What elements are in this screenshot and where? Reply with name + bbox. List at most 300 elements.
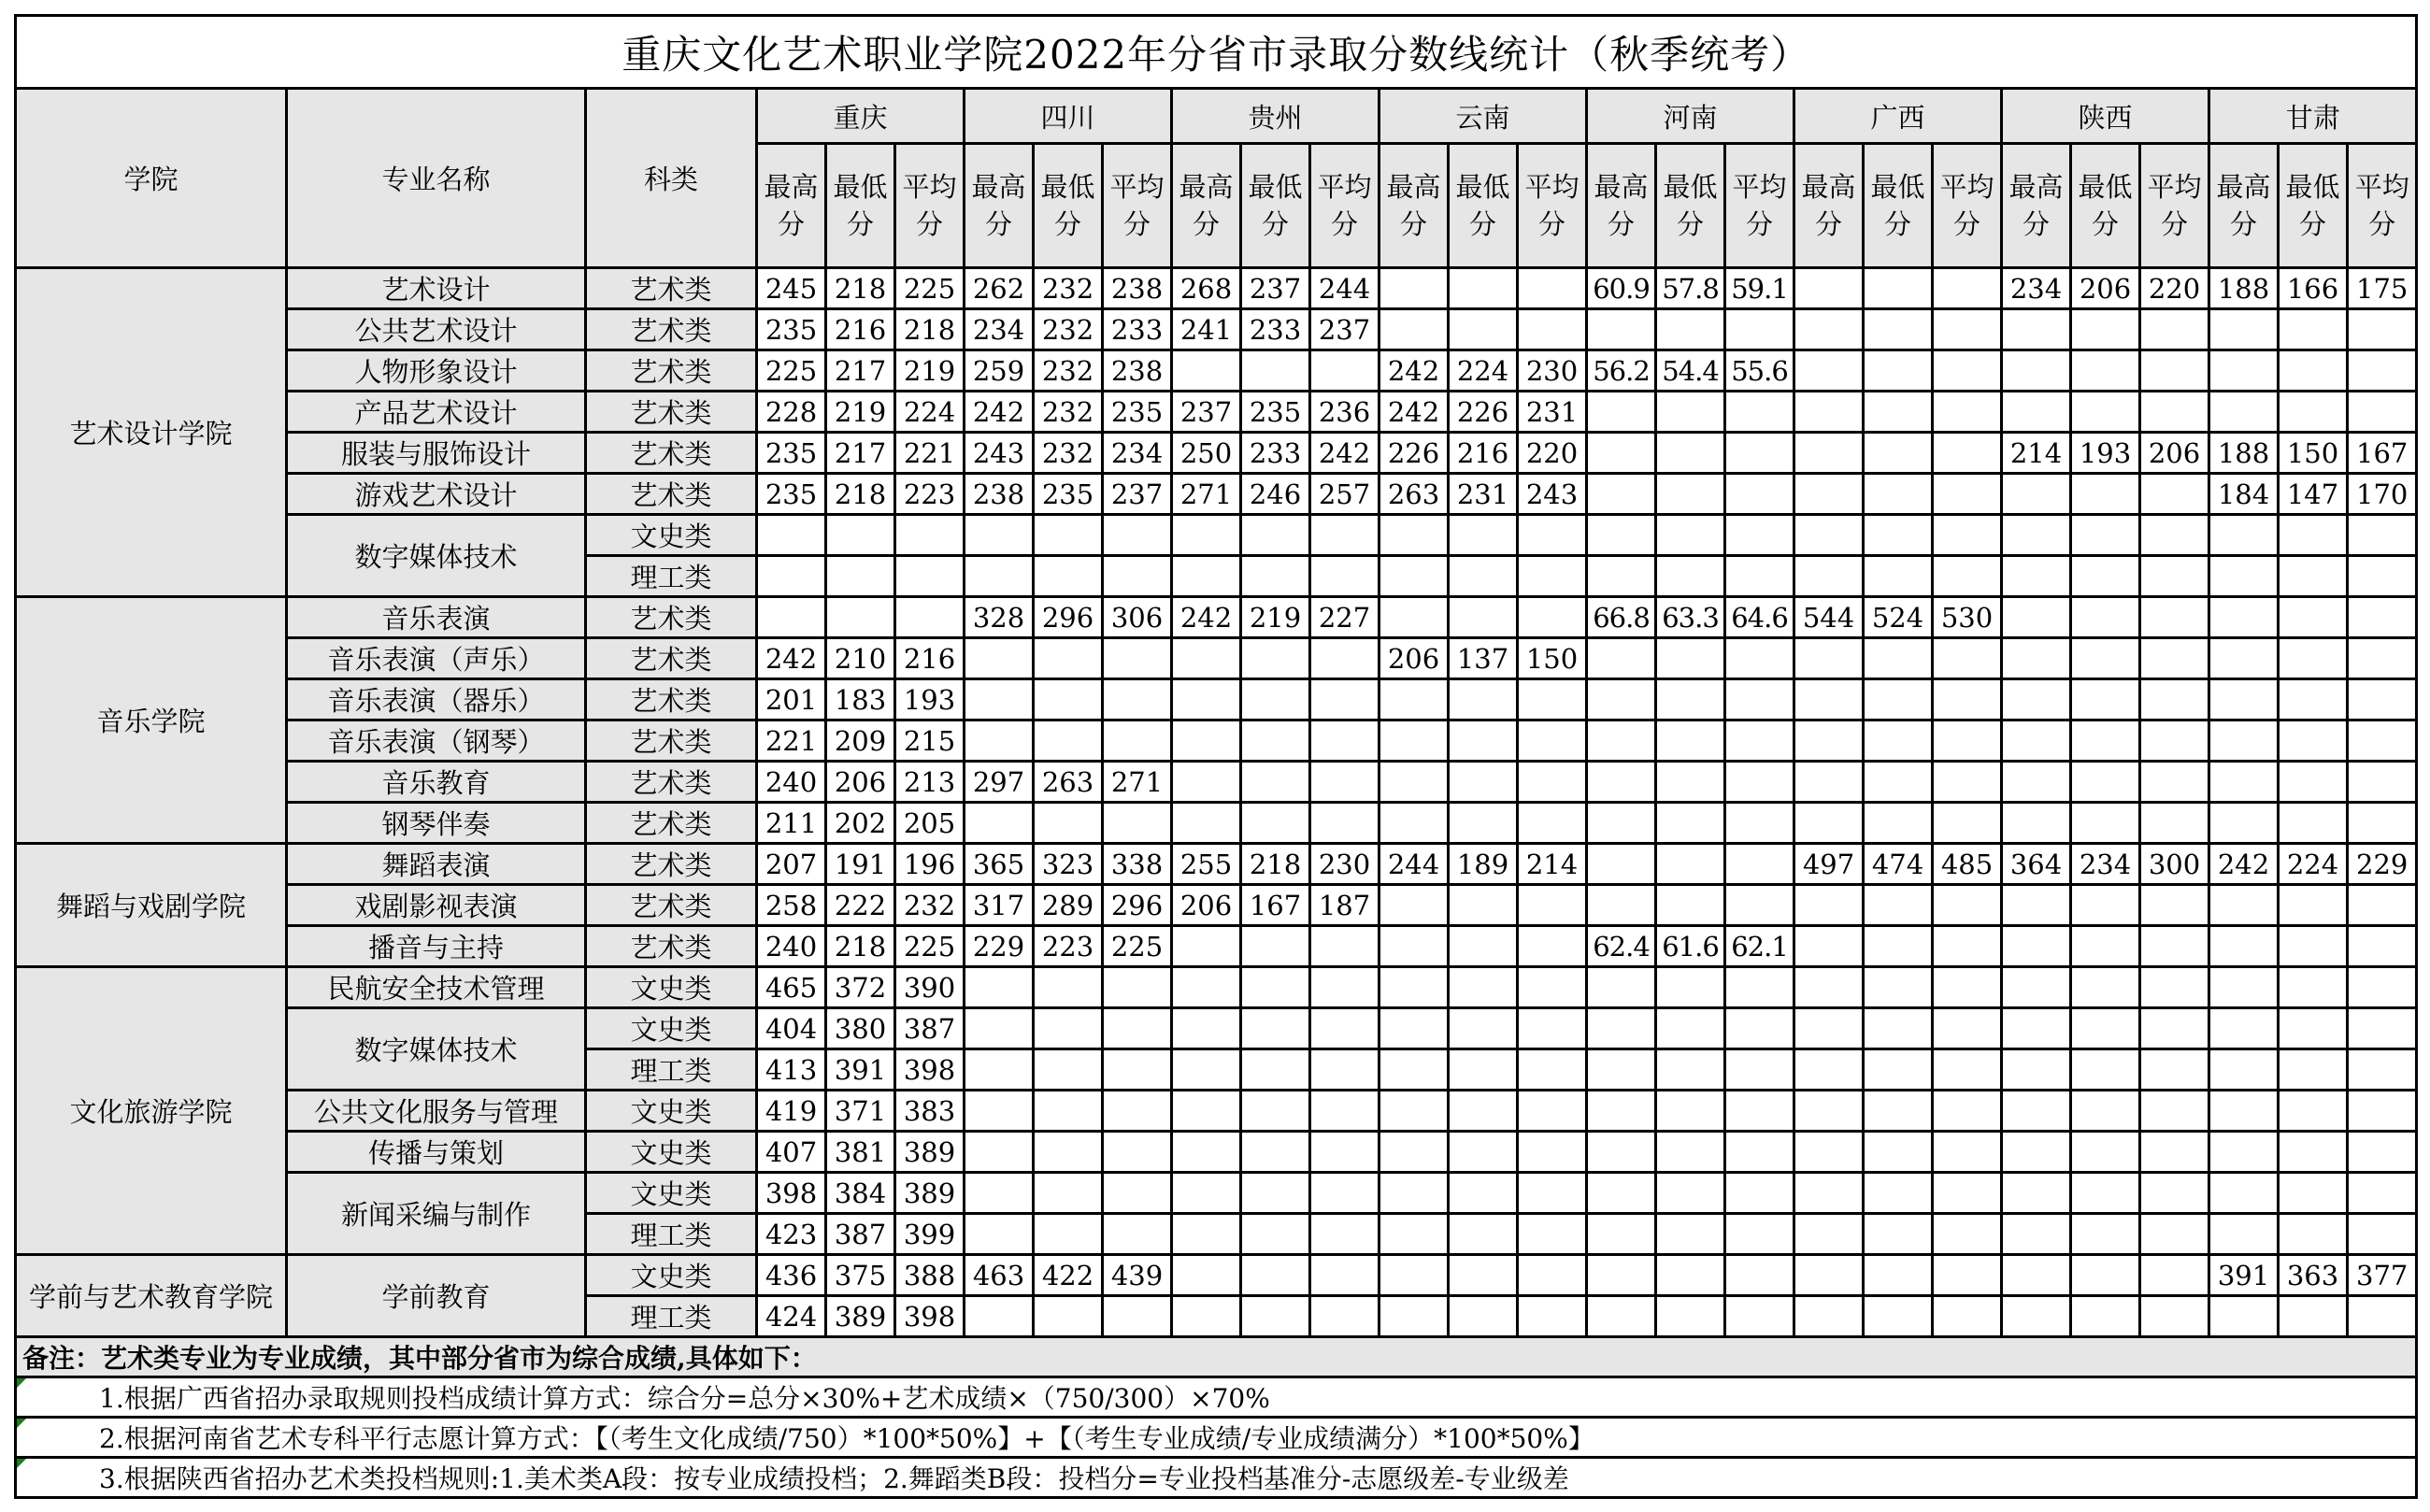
header-subcolumn[interactable] xyxy=(2279,144,2348,268)
score-cell[interactable]: 224 xyxy=(895,392,965,433)
major-cell[interactable]: 民航安全技术管理 xyxy=(287,967,586,1008)
score-cell[interactable] xyxy=(1864,309,1933,350)
header-subcolumn[interactable] xyxy=(895,144,965,268)
score-cell[interactable]: 222 xyxy=(826,885,895,926)
header-province[interactable]: 河南 xyxy=(1587,89,1794,144)
category-cell[interactable]: 文史类 xyxy=(586,1091,757,1132)
score-cell[interactable] xyxy=(1379,1214,1449,1255)
header-subcolumn[interactable] xyxy=(1241,144,1310,268)
college-cell[interactable]: 音乐学院 xyxy=(16,597,287,844)
score-cell[interactable] xyxy=(1310,803,1379,844)
score-cell[interactable] xyxy=(1518,309,1587,350)
score-cell[interactable] xyxy=(1933,885,2002,926)
major-cell[interactable]: 艺术设计 xyxy=(287,268,586,309)
score-cell[interactable] xyxy=(1587,1173,1656,1214)
score-cell[interactable] xyxy=(1518,926,1587,967)
score-cell[interactable] xyxy=(2140,556,2209,597)
score-cell[interactable] xyxy=(2071,392,2140,433)
score-cell[interactable]: 207 xyxy=(757,844,826,885)
score-cell[interactable] xyxy=(2071,474,2140,515)
score-cell[interactable] xyxy=(1172,967,1241,1008)
score-cell[interactable] xyxy=(1864,515,1933,556)
score-cell[interactable]: 234 xyxy=(2002,268,2071,309)
score-cell[interactable]: 289 xyxy=(1034,885,1103,926)
score-cell[interactable] xyxy=(2348,762,2417,803)
score-cell[interactable]: 232 xyxy=(1034,309,1103,350)
score-cell[interactable] xyxy=(1518,885,1587,926)
score-cell[interactable]: 226 xyxy=(1449,392,1518,433)
score-cell[interactable] xyxy=(1172,1091,1241,1132)
score-cell[interactable] xyxy=(965,1214,1034,1255)
score-cell[interactable]: 387 xyxy=(826,1214,895,1255)
score-cell[interactable]: 221 xyxy=(757,720,826,762)
score-cell[interactable] xyxy=(1103,515,1172,556)
score-cell[interactable] xyxy=(965,720,1034,762)
score-cell[interactable] xyxy=(1518,679,1587,720)
score-cell[interactable] xyxy=(1449,1049,1518,1091)
score-cell[interactable] xyxy=(2071,1214,2140,1255)
score-cell[interactable]: 296 xyxy=(1103,885,1172,926)
score-cell[interactable]: 240 xyxy=(757,926,826,967)
score-cell[interactable]: 219 xyxy=(1241,597,1310,638)
score-cell[interactable] xyxy=(1241,350,1310,392)
score-cell[interactable] xyxy=(2209,597,2279,638)
header-subcolumn[interactable] xyxy=(1587,144,1656,268)
score-cell[interactable] xyxy=(1725,1255,1794,1296)
score-cell[interactable] xyxy=(1172,803,1241,844)
score-cell[interactable]: 245 xyxy=(757,268,826,309)
score-cell[interactable]: 226 xyxy=(1379,433,1449,474)
score-cell[interactable] xyxy=(1518,1296,1587,1337)
score-cell[interactable] xyxy=(1656,803,1725,844)
score-cell[interactable]: 209 xyxy=(826,720,895,762)
score-cell[interactable] xyxy=(1379,309,1449,350)
score-cell[interactable] xyxy=(1310,1091,1379,1132)
score-cell[interactable]: 389 xyxy=(826,1296,895,1337)
score-cell[interactable]: 221 xyxy=(895,433,965,474)
score-cell[interactable]: 237 xyxy=(1172,392,1241,433)
score-cell[interactable]: 436 xyxy=(757,1255,826,1296)
score-cell[interactable] xyxy=(1587,1008,1656,1049)
score-cell[interactable] xyxy=(1241,1173,1310,1214)
category-cell[interactable]: 艺术类 xyxy=(586,474,757,515)
score-cell[interactable]: 56.2 xyxy=(1587,350,1656,392)
major-cell[interactable]: 人物形象设计 xyxy=(287,350,586,392)
score-cell[interactable] xyxy=(1449,885,1518,926)
score-cell[interactable] xyxy=(1379,1091,1449,1132)
score-cell[interactable] xyxy=(2209,720,2279,762)
score-cell[interactable] xyxy=(1449,1091,1518,1132)
score-cell[interactable]: 175 xyxy=(2348,268,2417,309)
score-cell[interactable]: 544 xyxy=(1794,597,1864,638)
score-cell[interactable]: 407 xyxy=(757,1132,826,1173)
score-cell[interactable]: 474 xyxy=(1864,844,1933,885)
score-cell[interactable] xyxy=(1933,1173,2002,1214)
major-cell[interactable]: 传播与策划 xyxy=(287,1132,586,1173)
category-cell[interactable]: 艺术类 xyxy=(586,350,757,392)
category-cell[interactable]: 艺术类 xyxy=(586,433,757,474)
score-cell[interactable] xyxy=(965,679,1034,720)
score-cell[interactable]: 424 xyxy=(757,1296,826,1337)
score-cell[interactable] xyxy=(2348,885,2417,926)
score-cell[interactable]: 399 xyxy=(895,1214,965,1255)
score-cell[interactable] xyxy=(1656,556,1725,597)
score-cell[interactable] xyxy=(757,597,826,638)
score-cell[interactable] xyxy=(1656,1296,1725,1337)
score-cell[interactable] xyxy=(2279,515,2348,556)
score-cell[interactable] xyxy=(2209,350,2279,392)
score-cell[interactable] xyxy=(1933,1132,2002,1173)
score-cell[interactable] xyxy=(2209,926,2279,967)
score-cell[interactable] xyxy=(1587,1214,1656,1255)
score-cell[interactable] xyxy=(1864,433,1933,474)
score-cell[interactable]: 271 xyxy=(1172,474,1241,515)
score-cell[interactable] xyxy=(2071,515,2140,556)
major-cell[interactable]: 新闻采编与制作 xyxy=(287,1173,586,1255)
score-cell[interactable] xyxy=(1725,309,1794,350)
score-cell[interactable] xyxy=(965,803,1034,844)
score-cell[interactable] xyxy=(2279,309,2348,350)
score-cell[interactable] xyxy=(965,515,1034,556)
score-cell[interactable] xyxy=(1933,515,2002,556)
score-cell[interactable] xyxy=(1864,474,1933,515)
score-cell[interactable] xyxy=(1103,556,1172,597)
score-cell[interactable] xyxy=(1794,1091,1864,1132)
score-cell[interactable] xyxy=(1864,967,1933,1008)
score-cell[interactable] xyxy=(1794,638,1864,679)
score-cell[interactable] xyxy=(1656,515,1725,556)
score-cell[interactable] xyxy=(2209,679,2279,720)
score-cell[interactable] xyxy=(2071,1049,2140,1091)
score-cell[interactable]: 234 xyxy=(1103,433,1172,474)
score-cell[interactable] xyxy=(1587,762,1656,803)
category-cell[interactable]: 艺术类 xyxy=(586,638,757,679)
header-province[interactable]: 甘肃 xyxy=(2209,89,2417,144)
score-cell[interactable]: 232 xyxy=(895,885,965,926)
score-cell[interactable] xyxy=(2140,762,2209,803)
score-cell[interactable] xyxy=(2140,885,2209,926)
score-cell[interactable] xyxy=(2279,762,2348,803)
score-cell[interactable]: 242 xyxy=(2209,844,2279,885)
score-cell[interactable] xyxy=(2348,1173,2417,1214)
score-cell[interactable] xyxy=(1241,515,1310,556)
score-cell[interactable] xyxy=(1656,1173,1725,1214)
score-cell[interactable] xyxy=(1725,885,1794,926)
header-subcolumn[interactable] xyxy=(2002,144,2071,268)
score-cell[interactable] xyxy=(1864,803,1933,844)
header-subcolumn[interactable] xyxy=(1864,144,1933,268)
category-cell[interactable]: 艺术类 xyxy=(586,720,757,762)
score-cell[interactable] xyxy=(1587,1049,1656,1091)
score-cell[interactable] xyxy=(1449,515,1518,556)
score-cell[interactable] xyxy=(1587,803,1656,844)
score-cell[interactable]: 216 xyxy=(826,309,895,350)
score-cell[interactable]: 219 xyxy=(895,350,965,392)
major-cell[interactable]: 游戏艺术设计 xyxy=(287,474,586,515)
score-cell[interactable] xyxy=(1725,1132,1794,1173)
score-cell[interactable] xyxy=(1725,762,1794,803)
score-cell[interactable]: 485 xyxy=(1933,844,2002,885)
score-cell[interactable] xyxy=(2209,803,2279,844)
score-cell[interactable] xyxy=(1794,803,1864,844)
major-cell[interactable]: 音乐教育 xyxy=(287,762,586,803)
score-cell[interactable] xyxy=(2279,926,2348,967)
score-cell[interactable]: 214 xyxy=(2002,433,2071,474)
score-cell[interactable] xyxy=(1172,679,1241,720)
score-cell[interactable] xyxy=(2348,515,2417,556)
score-cell[interactable] xyxy=(1794,1049,1864,1091)
score-cell[interactable] xyxy=(2140,515,2209,556)
score-cell[interactable]: 422 xyxy=(1034,1255,1103,1296)
score-cell[interactable] xyxy=(1172,1173,1241,1214)
score-cell[interactable] xyxy=(2348,350,2417,392)
score-cell[interactable]: 234 xyxy=(2071,844,2140,885)
header-subcolumn[interactable] xyxy=(1449,144,1518,268)
score-cell[interactable]: 371 xyxy=(826,1091,895,1132)
score-cell[interactable] xyxy=(2279,1296,2348,1337)
score-cell[interactable] xyxy=(2279,350,2348,392)
score-cell[interactable] xyxy=(2002,638,2071,679)
score-cell[interactable] xyxy=(1794,433,1864,474)
score-cell[interactable]: 242 xyxy=(757,638,826,679)
score-cell[interactable] xyxy=(2348,1008,2417,1049)
major-cell[interactable]: 数字媒体技术 xyxy=(287,1008,586,1091)
score-cell[interactable] xyxy=(895,597,965,638)
score-cell[interactable]: 63.3 xyxy=(1656,597,1725,638)
score-cell[interactable] xyxy=(2209,1214,2279,1255)
score-cell[interactable] xyxy=(2140,1091,2209,1132)
score-cell[interactable]: 390 xyxy=(895,967,965,1008)
score-cell[interactable]: 388 xyxy=(895,1255,965,1296)
score-cell[interactable] xyxy=(1864,268,1933,309)
header-subcolumn[interactable] xyxy=(1794,144,1864,268)
score-cell[interactable] xyxy=(1725,1173,1794,1214)
score-cell[interactable] xyxy=(1310,1214,1379,1255)
score-cell[interactable] xyxy=(1864,720,1933,762)
score-cell[interactable] xyxy=(2002,1255,2071,1296)
major-cell[interactable]: 戏剧影视表演 xyxy=(287,885,586,926)
score-cell[interactable]: 237 xyxy=(1310,309,1379,350)
score-cell[interactable]: 216 xyxy=(1449,433,1518,474)
score-cell[interactable] xyxy=(2002,1296,2071,1337)
score-cell[interactable]: 306 xyxy=(1103,597,1172,638)
score-cell[interactable] xyxy=(1587,844,1656,885)
score-cell[interactable]: 61.6 xyxy=(1656,926,1725,967)
header-subcolumn[interactable] xyxy=(1518,144,1587,268)
score-cell[interactable] xyxy=(1864,1091,1933,1132)
score-cell[interactable] xyxy=(1103,803,1172,844)
score-cell[interactable]: 296 xyxy=(1034,597,1103,638)
score-cell[interactable] xyxy=(2348,720,2417,762)
score-cell[interactable] xyxy=(1794,515,1864,556)
header-category[interactable]: 科类 xyxy=(586,89,757,268)
score-cell[interactable]: 258 xyxy=(757,885,826,926)
score-cell[interactable] xyxy=(1725,1296,1794,1337)
score-cell[interactable] xyxy=(1864,1296,1933,1337)
score-cell[interactable] xyxy=(1241,1296,1310,1337)
score-cell[interactable] xyxy=(1656,1008,1725,1049)
score-cell[interactable] xyxy=(2002,1008,2071,1049)
score-cell[interactable] xyxy=(2071,309,2140,350)
category-cell[interactable]: 理工类 xyxy=(586,1214,757,1255)
score-cell[interactable] xyxy=(1864,1173,1933,1214)
score-cell[interactable]: 246 xyxy=(1241,474,1310,515)
score-cell[interactable]: 167 xyxy=(2348,433,2417,474)
score-cell[interactable] xyxy=(1656,638,1725,679)
score-cell[interactable]: 55.6 xyxy=(1725,350,1794,392)
major-cell[interactable]: 学前教育 xyxy=(287,1255,586,1337)
score-cell[interactable] xyxy=(1794,885,1864,926)
score-cell[interactable]: 242 xyxy=(1310,433,1379,474)
score-cell[interactable] xyxy=(1656,1132,1725,1173)
score-cell[interactable] xyxy=(2209,638,2279,679)
score-cell[interactable] xyxy=(1449,803,1518,844)
score-cell[interactable] xyxy=(1794,926,1864,967)
score-cell[interactable] xyxy=(2071,1091,2140,1132)
score-cell[interactable]: 206 xyxy=(1172,885,1241,926)
score-cell[interactable]: 205 xyxy=(895,803,965,844)
score-cell[interactable]: 235 xyxy=(757,309,826,350)
score-cell[interactable] xyxy=(1172,1132,1241,1173)
score-cell[interactable] xyxy=(1310,679,1379,720)
score-cell[interactable] xyxy=(2279,1132,2348,1173)
score-cell[interactable] xyxy=(2002,679,2071,720)
score-cell[interactable] xyxy=(1518,762,1587,803)
score-cell[interactable]: 263 xyxy=(1379,474,1449,515)
score-cell[interactable] xyxy=(1034,1049,1103,1091)
score-cell[interactable] xyxy=(1794,268,1864,309)
score-cell[interactable] xyxy=(1864,392,1933,433)
score-cell[interactable] xyxy=(1518,720,1587,762)
score-cell[interactable]: 257 xyxy=(1310,474,1379,515)
header-subcolumn[interactable] xyxy=(1656,144,1725,268)
score-cell[interactable] xyxy=(1864,350,1933,392)
score-cell[interactable] xyxy=(965,1132,1034,1173)
score-cell[interactable] xyxy=(2209,762,2279,803)
score-cell[interactable] xyxy=(2002,350,2071,392)
score-cell[interactable]: 232 xyxy=(1034,350,1103,392)
score-cell[interactable] xyxy=(965,1296,1034,1337)
score-cell[interactable] xyxy=(2071,1296,2140,1337)
score-cell[interactable] xyxy=(1518,1008,1587,1049)
major-cell[interactable]: 音乐表演（声乐） xyxy=(287,638,586,679)
note-item-3[interactable] xyxy=(16,1458,2417,1498)
score-cell[interactable] xyxy=(1034,556,1103,597)
score-cell[interactable] xyxy=(1725,1049,1794,1091)
score-cell[interactable]: 223 xyxy=(895,474,965,515)
score-cell[interactable] xyxy=(2209,1296,2279,1337)
score-cell[interactable] xyxy=(2002,1173,2071,1214)
score-cell[interactable] xyxy=(895,515,965,556)
category-cell[interactable]: 艺术类 xyxy=(586,309,757,350)
score-cell[interactable] xyxy=(1864,638,1933,679)
score-cell[interactable]: 188 xyxy=(2209,268,2279,309)
score-cell[interactable] xyxy=(1241,762,1310,803)
score-cell[interactable] xyxy=(2140,309,2209,350)
score-cell[interactable] xyxy=(2140,1173,2209,1214)
score-cell[interactable] xyxy=(1310,1049,1379,1091)
score-cell[interactable]: 229 xyxy=(2348,844,2417,885)
score-cell[interactable] xyxy=(1794,474,1864,515)
score-cell[interactable] xyxy=(1794,762,1864,803)
category-cell[interactable]: 理工类 xyxy=(586,1296,757,1337)
score-cell[interactable] xyxy=(1864,1255,1933,1296)
score-cell[interactable] xyxy=(1172,1049,1241,1091)
score-cell[interactable]: 235 xyxy=(1103,392,1172,433)
major-cell[interactable]: 数字媒体技术 xyxy=(287,515,586,597)
score-cell[interactable] xyxy=(1864,1049,1933,1091)
score-cell[interactable]: 225 xyxy=(757,350,826,392)
score-cell[interactable] xyxy=(1172,1008,1241,1049)
score-cell[interactable] xyxy=(1656,309,1725,350)
score-cell[interactable] xyxy=(2002,885,2071,926)
score-cell[interactable] xyxy=(965,1008,1034,1049)
score-cell[interactable] xyxy=(1656,433,1725,474)
score-cell[interactable] xyxy=(1034,1091,1103,1132)
score-cell[interactable] xyxy=(1379,515,1449,556)
score-cell[interactable] xyxy=(2071,885,2140,926)
category-cell[interactable]: 艺术类 xyxy=(586,392,757,433)
score-cell[interactable]: 364 xyxy=(2002,844,2071,885)
score-cell[interactable]: 188 xyxy=(2209,433,2279,474)
score-cell[interactable] xyxy=(2002,720,2071,762)
score-cell[interactable] xyxy=(2140,474,2209,515)
score-cell[interactable] xyxy=(1933,309,2002,350)
score-cell[interactable] xyxy=(965,556,1034,597)
score-cell[interactable]: 233 xyxy=(1241,309,1310,350)
score-cell[interactable] xyxy=(1103,679,1172,720)
score-cell[interactable] xyxy=(1103,1091,1172,1132)
score-cell[interactable]: 242 xyxy=(1172,597,1241,638)
header-subcolumn[interactable] xyxy=(1034,144,1103,268)
score-cell[interactable] xyxy=(2071,350,2140,392)
score-cell[interactable] xyxy=(1103,1008,1172,1049)
major-cell[interactable]: 产品艺术设计 xyxy=(287,392,586,433)
score-cell[interactable] xyxy=(1933,967,2002,1008)
score-cell[interactable]: 57.8 xyxy=(1656,268,1725,309)
score-cell[interactable] xyxy=(1794,1173,1864,1214)
score-cell[interactable] xyxy=(2279,392,2348,433)
score-cell[interactable]: 150 xyxy=(1518,638,1587,679)
score-cell[interactable] xyxy=(2002,556,2071,597)
score-cell[interactable] xyxy=(2279,1049,2348,1091)
score-cell[interactable] xyxy=(1103,1049,1172,1091)
score-cell[interactable]: 233 xyxy=(1103,309,1172,350)
score-cell[interactable] xyxy=(1518,515,1587,556)
score-cell[interactable] xyxy=(1034,720,1103,762)
score-cell[interactable]: 413 xyxy=(757,1049,826,1091)
score-cell[interactable]: 363 xyxy=(2279,1255,2348,1296)
score-cell[interactable] xyxy=(2140,1214,2209,1255)
score-cell[interactable] xyxy=(1379,762,1449,803)
score-cell[interactable] xyxy=(1725,556,1794,597)
score-cell[interactable] xyxy=(1172,720,1241,762)
score-cell[interactable] xyxy=(2209,1173,2279,1214)
score-cell[interactable]: 235 xyxy=(1241,392,1310,433)
major-cell[interactable]: 服装与服饰设计 xyxy=(287,433,586,474)
score-cell[interactable] xyxy=(1241,556,1310,597)
score-cell[interactable] xyxy=(826,515,895,556)
score-cell[interactable]: 193 xyxy=(2071,433,2140,474)
score-cell[interactable]: 215 xyxy=(895,720,965,762)
score-cell[interactable]: 220 xyxy=(1518,433,1587,474)
score-cell[interactable] xyxy=(1310,350,1379,392)
score-cell[interactable] xyxy=(1587,515,1656,556)
score-cell[interactable] xyxy=(1656,1255,1725,1296)
score-cell[interactable] xyxy=(2279,1091,2348,1132)
score-cell[interactable] xyxy=(1518,967,1587,1008)
score-cell[interactable]: 66.8 xyxy=(1587,597,1656,638)
